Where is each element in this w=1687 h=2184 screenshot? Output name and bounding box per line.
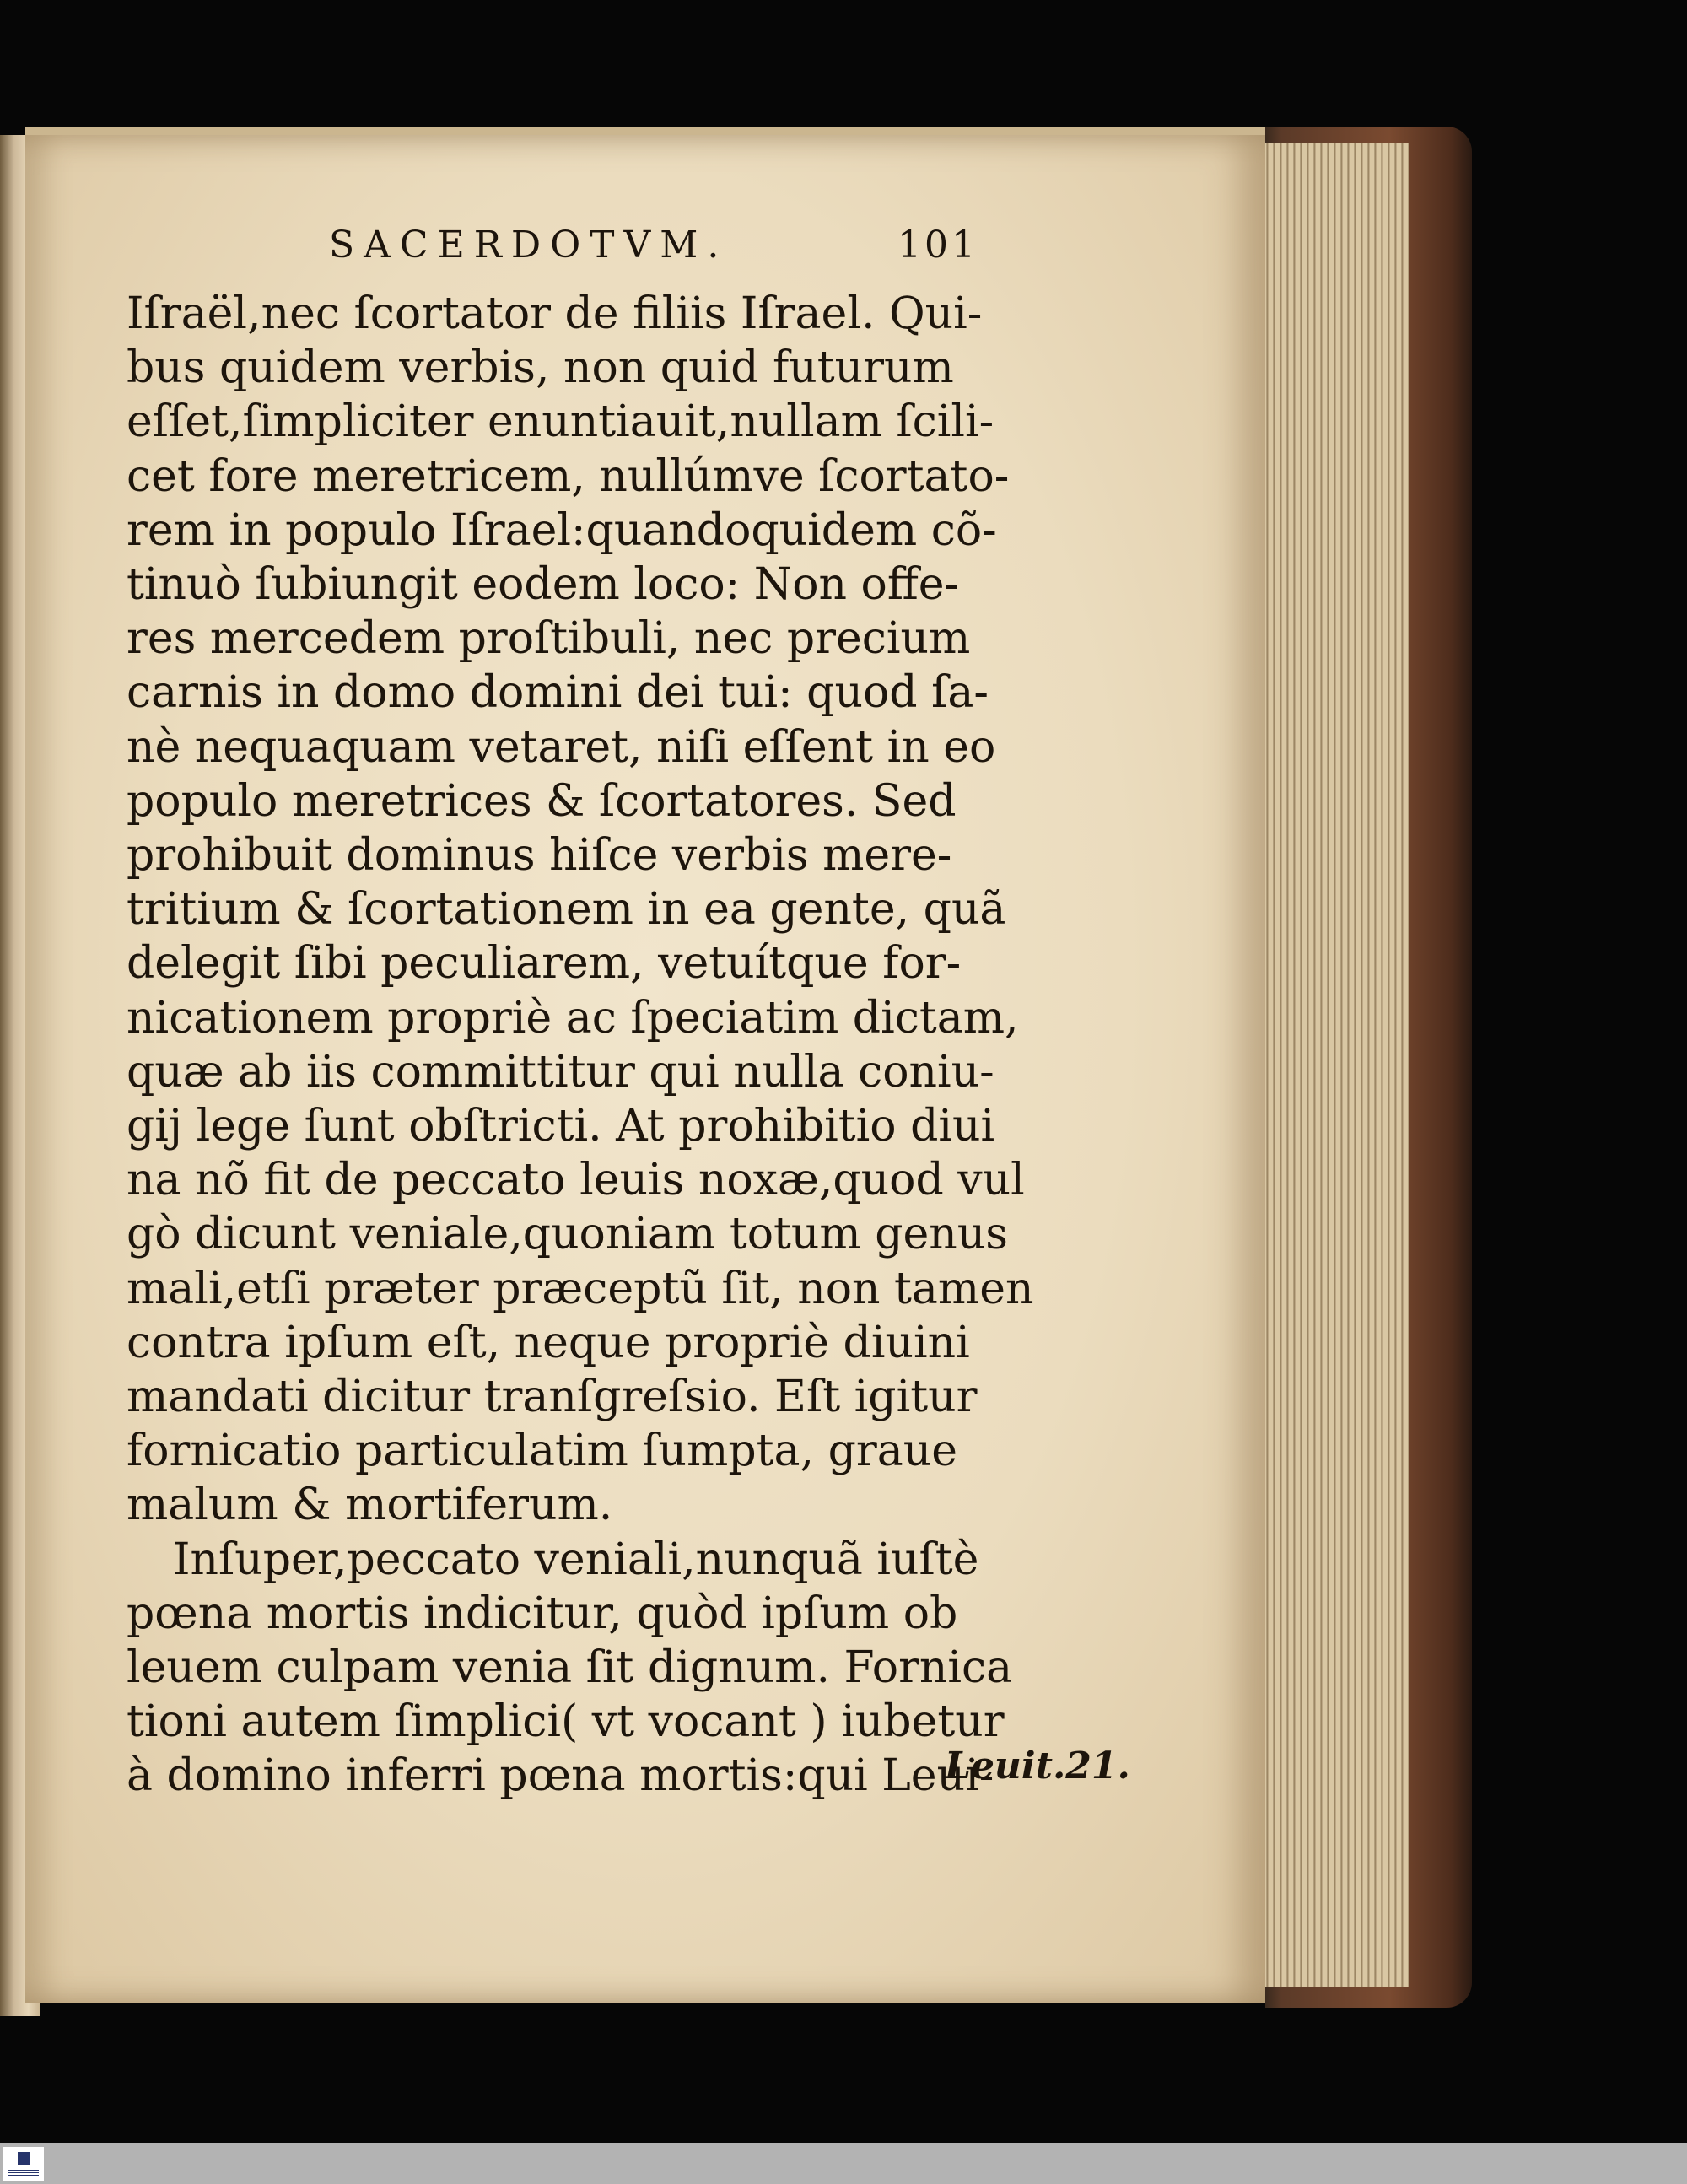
text-line: contra ipſum eſt, neque propriè diuini [127,1317,970,1368]
text-line: leuem culpam venia ſit dignum. Fornica [127,1642,1013,1694]
text-line: mali,etſi præter præceptũ ſit, non tamen [127,1263,1034,1314]
text-line: res mercedem proſtibuli, nec precium [127,613,971,665]
viewer-footer-bar [0,2143,1687,2184]
page-number: 101 [897,224,978,267]
library-wordmark-icon [8,2170,39,2176]
text-line: quæ ab iis committitur qui nulla coniu- [127,1046,994,1097]
text-line: pœna mortis indicitur, quòd ipſum ob [127,1588,958,1639]
running-title: SACERDOTVM. [329,224,729,267]
text-line: eſſet,ſimpliciter enuntiauit,nullam ſcili- [127,396,994,448]
text-line: mandati dicitur tranſgreſsio. Eſt igitur [127,1372,978,1423]
text-line: malum & mortiferum. [127,1480,613,1531]
text-line: delegit ſibi peculiarem, vetuítque for- [127,938,962,990]
text-line: Iſraël,nec ſcortator de filiis Iſrael. Qui- [127,289,983,339]
text-line: prohibuit dominus hiſce verbis mere- [127,830,952,882]
text-line: nè nequaquam vetaret, niſi eſſent in eo [127,721,996,773]
text-line: tinuò ſubiungit eodem loco: Non offe- [127,559,960,611]
text-line: nicationem propriè ac ſpeciatim dictam, [127,992,1019,1043]
text-line: à domino inferri pœna mortis:qui Leui- [127,1750,994,1802]
running-head [329,224,978,274]
text-line: populo meretrices & ſcortatores. Sed [127,775,957,827]
text-line: Inſuper,peccato veniali,nunquã iuſtè [173,1534,979,1585]
library-logo-icon [3,2147,44,2181]
text-line: cet fore meretricem, nullúmve ſcortato- [127,450,1010,502]
text-line: carnis in domo domini dei tui: quod ſa- [127,667,989,719]
page-stack-edges [1248,143,1409,1987]
margin-note: Leuit.21. [945,1745,1130,1788]
library-mark-icon [18,2152,30,2165]
text-line: na nõ fit de peccato leuis noxæ,quod vul [127,1155,1025,1206]
body-text [127,287,1034,1804]
text-line: gij lege ſunt obſtricti. At prohibitio diui [127,1101,995,1152]
text-line: bus quidem verbis, non quid futurum [127,342,954,394]
text-line: tioni autem ſimplici( vt vocant ) iubetur [127,1696,1005,1748]
text-line: rem in populo Iſrael:quandoquidem cõ- [127,504,997,556]
text-line: fornicatio particulatim ſumpta, graue [127,1426,958,1477]
text-line: tritium & ſcortationem in ea gente, quã [127,884,1006,936]
text-line: gò dicunt veniale,quoniam totum genus [127,1209,1008,1260]
